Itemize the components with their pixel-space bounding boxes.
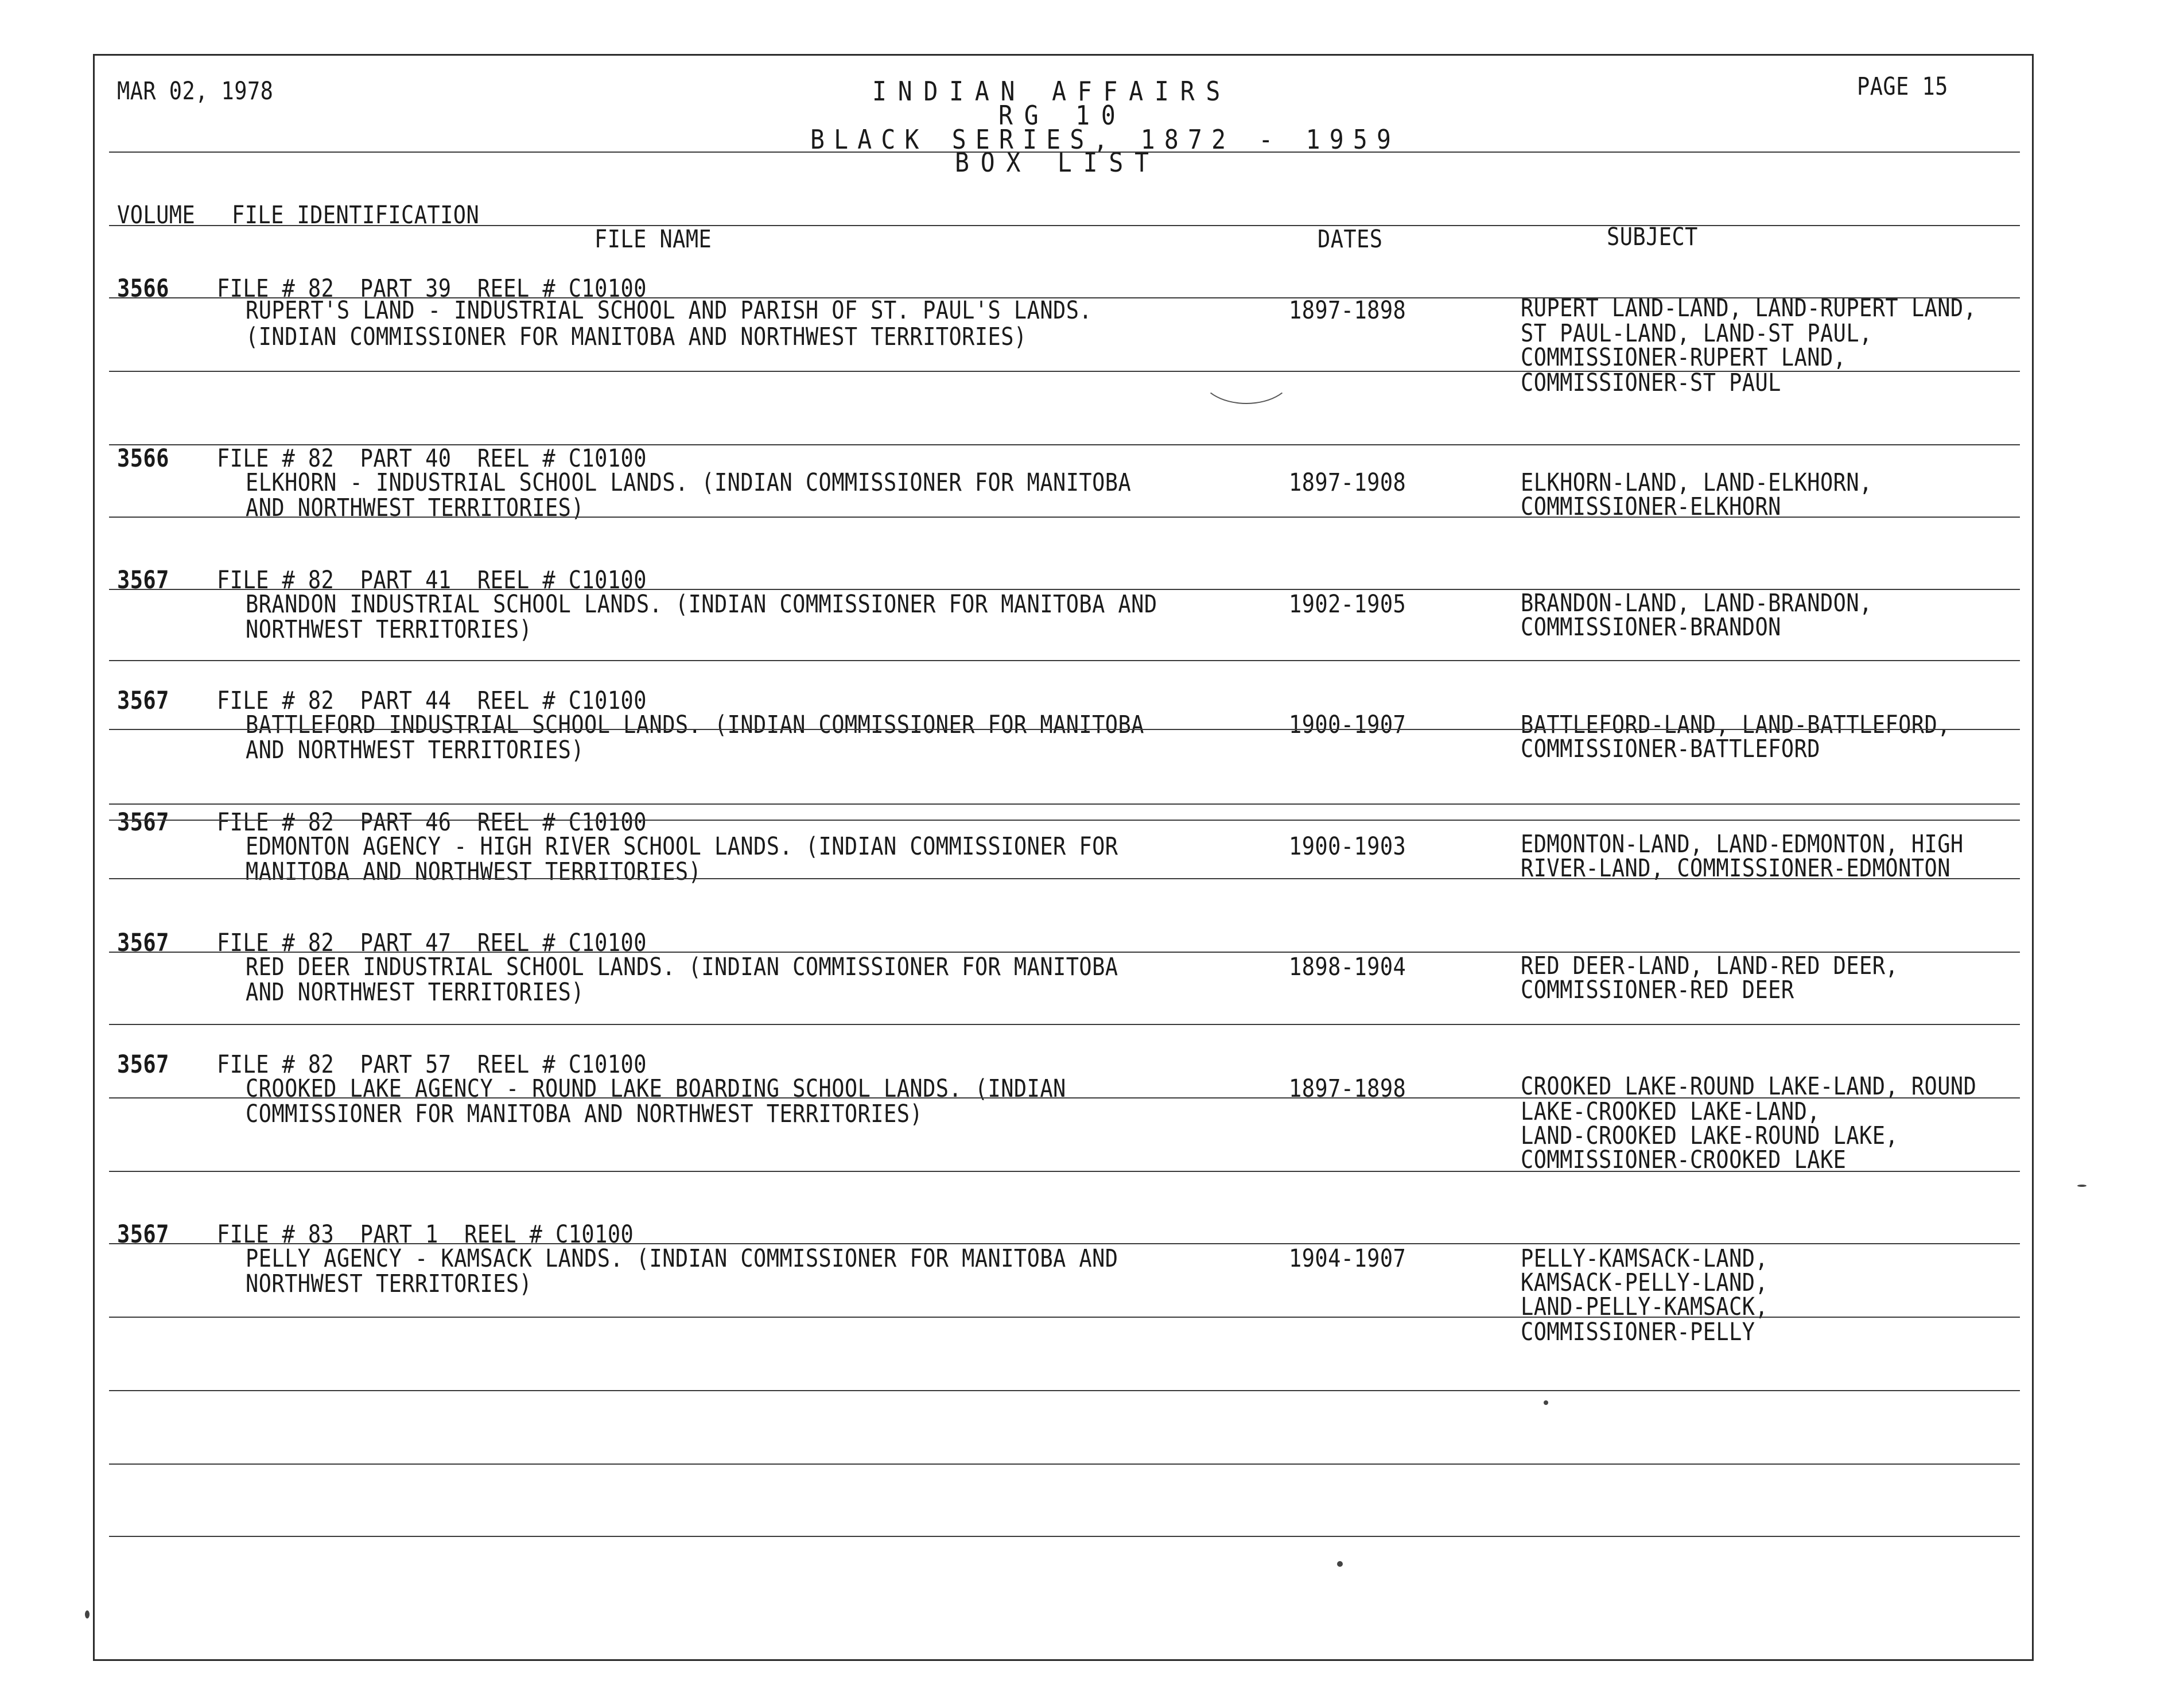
entry-volume: 3567 [117,929,169,957]
entry-subject-line1: PELLY-KAMSACK-LAND, [1521,1244,1769,1273]
entry-name-line2: MANITOBA AND NORTHWEST TERRITORIES) [246,857,702,886]
entry-file-id: FILE # 82 PART 40 REEL # C10100 [217,444,647,473]
scan-speck [1544,1400,1548,1405]
box-list-title: BOX LIST [955,147,1160,178]
entry-name-line2: AND NORTHWEST TERRITORIES) [246,978,585,1007]
entry-dates: 1897-1908 [1289,468,1406,497]
entry-name-line1: CROOKED LAKE AGENCY - ROUND LAKE BOARDING SCHOOL LANDS. (INDIAN [246,1074,1066,1103]
entry-subject-line4: COMMISSIONER-ST PAUL [1521,368,1781,397]
entry-dates: 1898-1904 [1289,953,1406,981]
entry-subject-line1: BATTLEFORD-LAND, LAND-BATTLEFORD, [1521,711,1950,739]
entry-volume: 3567 [117,686,169,715]
column-file-name: FILE NAME [594,225,712,254]
entry-name-line1: RUPERT'S LAND - INDUSTRIAL SCHOOL AND PARISH OF ST. PAUL'S LANDS. [246,296,1093,325]
entry-dates: 1902-1905 [1289,590,1406,619]
entry-file-id: FILE # 82 PART 44 REEL # C10100 [217,686,647,715]
row-rule [109,444,2020,445]
entry-subject-line4: COMMISSIONER-PELLY [1521,1318,1755,1346]
entry-subject-line1: BRANDON-LAND, LAND-BRANDON, [1521,589,1872,618]
entry-name-line1: EDMONTON AGENCY - HIGH RIVER SCHOOL LANDS. (INDIAN COMMISSIONER FOR [246,832,1118,861]
page-number: PAGE 15 [1857,72,1948,101]
row-rule [109,1024,2020,1025]
series-title: BLACK SERIES, 1872 - 1959 [810,124,1401,155]
entry-dates: 1897-1898 [1289,1074,1406,1103]
row-rule [109,1171,2020,1172]
header-rule [109,152,2020,153]
entry-subject-line1: RED DEER-LAND, LAND-RED DEER, [1521,952,1899,980]
scan-speck [85,1610,90,1618]
entry-dates: 1897-1898 [1289,296,1406,325]
entry-subject-line2: COMMISSIONER-BRANDON [1521,613,1781,642]
entry-subject-line3: LAND-CROOKED LAKE-ROUND LAKE, [1521,1121,1899,1150]
entry-name-line2: AND NORTHWEST TERRITORIES) [246,736,585,764]
row-rule [109,517,2020,518]
blank-rule [109,1536,2020,1537]
entry-name-line1: BRANDON INDUSTRIAL SCHOOL LANDS. (INDIAN COMMISSIONER FOR MANITOBA AND [246,590,1157,619]
row-rule [109,660,2020,661]
entry-name-line2: NORTHWEST TERRITORIES) [246,1270,533,1298]
column-file-identification: FILE IDENTIFICATION [232,201,480,230]
entry-dates: 1900-1907 [1289,711,1406,739]
entry-subject-line1: RUPERT LAND-LAND, LAND-RUPERT LAND, [1521,294,1977,323]
entry-subject-line2: ST PAUL-LAND, LAND-ST PAUL, [1521,319,1872,348]
column-subject: SUBJECT [1607,223,1698,251]
row-rule [109,297,2020,298]
row-rule [109,878,2020,879]
entry-subject-line2: COMMISSIONER-ELKHORN [1521,492,1781,521]
entry-name-line1: BATTLEFORD INDUSTRIAL SCHOOL LANDS. (INDIAN COMMISSIONER FOR MANITOBA [246,711,1144,739]
column-heading-rule [109,225,2020,226]
row-rule [109,803,2020,805]
entry-subject-line4: COMMISSIONER-CROOKED LAKE [1521,1146,1847,1174]
entry-subject-line1: EDMONTON-LAND, LAND-EDMONTON, HIGH [1521,830,1964,859]
entry-name-line1: RED DEER INDUSTRIAL SCHOOL LANDS. (INDIAN COMMISSIONER FOR MANITOBA [246,953,1118,981]
entry-subject-line2: COMMISSIONER-BATTLEFORD [1521,735,1820,763]
scan-speck [1337,1561,1343,1567]
column-dates: DATES [1318,225,1383,254]
scan-speck [2077,1185,2086,1187]
entry-subject-line3: COMMISSIONER-RUPERT LAND, [1521,343,1847,372]
row-rule [109,371,2020,372]
entry-volume: 3567 [117,566,169,595]
row-rule [109,820,2020,821]
entry-name-line2: COMMISSIONER FOR MANITOBA AND NORTHWEST TERRITORIES) [246,1100,923,1128]
entry-name-line2: (INDIAN COMMISSIONER FOR MANITOBA AND NORTHWEST TERRITORIES) [246,323,1027,351]
blank-rule [109,1464,2020,1465]
entry-volume: 3566 [117,274,169,303]
entry-subject-line3: LAND-PELLY-KAMSACK, [1521,1292,1769,1321]
report-date: MAR 02, 1978 [117,77,274,106]
row-rule [109,1317,2020,1318]
entry-dates: 1900-1903 [1289,832,1406,861]
entry-name-line1: PELLY AGENCY - KAMSACK LANDS. (INDIAN COMMISSIONER FOR MANITOBA AND [246,1244,1118,1273]
row-rule [109,1097,2020,1098]
blank-rule [109,1390,2020,1391]
report-title: INDIAN AFFAIRS [872,76,1232,107]
entry-name-line2: AND NORTHWEST TERRITORIES) [246,494,585,522]
entry-file-id: FILE # 83 PART 1 REEL # C10100 [217,1220,634,1249]
entry-subject-line2: LAKE-CROOKED LAKE-LAND, [1521,1097,1820,1126]
entry-file-id: FILE # 82 PART 46 REEL # C10100 [217,808,647,837]
row-rule [109,589,2020,590]
entry-volume: 3567 [117,1220,169,1249]
entry-file-id: FILE # 82 PART 57 REEL # C10100 [217,1050,647,1079]
entry-name-line1: ELKHORN - INDUSTRIAL SCHOOL LANDS. (INDIAN COMMISSIONER FOR MANITOBA [246,468,1132,497]
entry-file-id: FILE # 82 PART 41 REEL # C10100 [217,566,647,595]
entry-file-id: FILE # 82 PART 39 REEL # C10100 [217,274,647,303]
entry-subject-line1: ELKHORN-LAND, LAND-ELKHORN, [1521,468,1872,497]
entry-subject-line1: CROOKED LAKE-ROUND LAKE-LAND, ROUND [1521,1072,1977,1101]
entry-dates: 1904-1907 [1289,1244,1406,1273]
entry-file-id: FILE # 82 PART 47 REEL # C10100 [217,929,647,957]
scan-mark [1199,344,1293,404]
entry-subject-line2: KAMSACK-PELLY-LAND, [1521,1268,1769,1297]
entry-subject-line2: COMMISSIONER-RED DEER [1521,976,1794,1004]
record-group: RG 10 [998,100,1127,131]
entry-volume: 3567 [117,808,169,837]
entry-volume: 3567 [117,1050,169,1079]
row-rule [109,1243,2020,1244]
entry-name-line2: NORTHWEST TERRITORIES) [246,615,533,644]
entry-subject-line2: RIVER-LAND, COMMISSIONER-EDMONTON [1521,854,1950,883]
column-volume: VOLUME [117,201,196,230]
row-rule [109,952,2020,953]
row-rule [109,729,2020,730]
entry-volume: 3566 [117,444,169,473]
